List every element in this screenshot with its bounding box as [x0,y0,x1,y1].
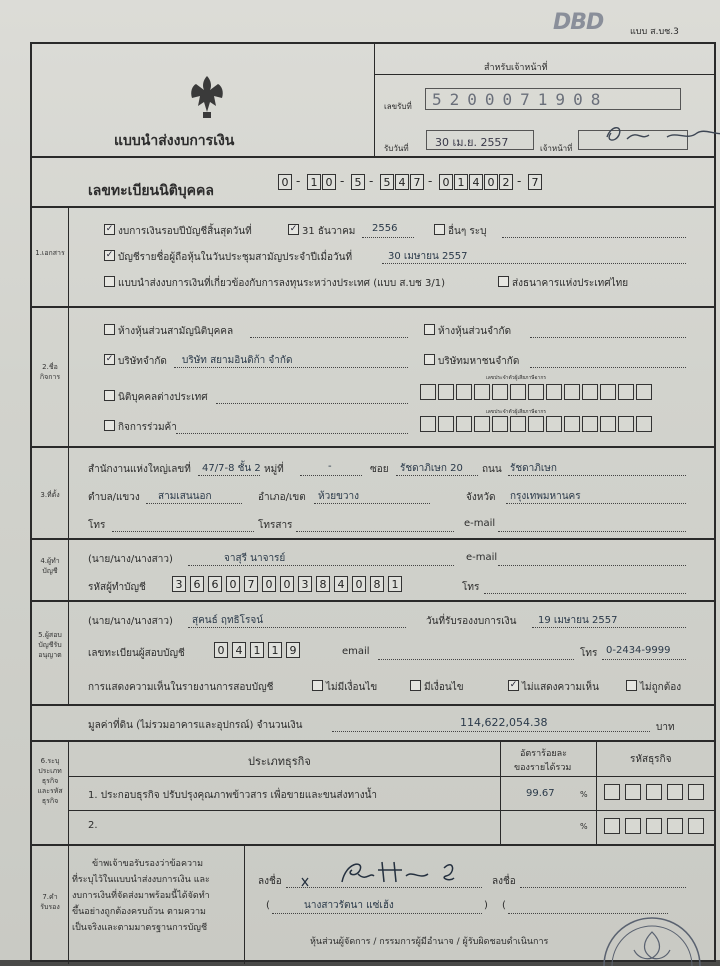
registration-digit: 1 [454,174,468,190]
section-accountant [32,556,68,576]
phone-label: โทร [88,520,106,531]
business-code-box[interactable] [667,818,683,834]
qualified-checkbox[interactable] [410,680,421,691]
reg-partnership-checkbox[interactable] [104,324,115,335]
road-value: รัชดาภิเษก [510,463,557,474]
col-business-code: รหัสธุรกิจ [630,754,672,765]
section-cert-line1: 7.คำ [42,893,58,901]
foreign-form-label: แบบนำส่งงบการเงินที่เกี่ยวข้องกับการลงทุนระหว่างประเทศ (แบบ ส.บช 3/1) [118,278,446,289]
auditor-email-label: email [342,646,370,657]
tax-id-caption-2: เลขประจำตัวผู้เสียภาษีอากร [486,409,547,415]
section-btype-line2: ประเภท [38,767,62,775]
auditor-phone: 0-2434-9999 [606,645,671,656]
accountant-id-digit: 3 [298,576,312,592]
section-auditor-line3: อนุญาต [38,651,62,659]
statement-line-2: ที่ระบุไว้ในแบบนำส่งงบการเงิน และ [72,875,210,885]
section-address: 3.ที่ตั้ง [40,491,60,499]
land-value-label: มูลค่าที่ดิน (ไม่รวมอาคารและอุปกรณ์) จำนวนเงิน [88,720,303,731]
tax-id-box[interactable] [564,384,580,400]
moo-label: หมู่ที่ [264,464,284,475]
auditor-phone-label: โทร [580,648,598,659]
tax-id-box[interactable] [438,384,454,400]
section-documents: 1.เอกสาร [35,249,65,257]
registration-digit: 5 [380,174,394,190]
cert-date-label: วันที่รับรองงบการเงิน [426,616,517,627]
registration-digit: 1 [307,174,321,190]
received-date-label: รับวันที่ [384,144,409,153]
land-value-amount: 114,622,054.38 [460,716,548,729]
ltd-partnership-checkbox[interactable] [424,324,435,335]
section-auditor-line2: บัญชีรับ [38,641,62,649]
section-auditor [32,630,68,660]
opinion-label: การแสดงความเห็นในรายงานการสอบบัญชี [88,682,274,693]
road-label: ถนน [482,464,502,475]
sign-label-1: ลงชื่อ [258,876,282,887]
fax-label: โทรสาร [258,520,293,531]
tax-id-box[interactable] [492,416,508,432]
head-office-no: 47/7-8 ชั้น 2 [202,463,261,474]
accountant-id-digit: 3 [172,576,186,592]
registration-digit: 0 [439,174,453,190]
certification-statement [72,856,242,936]
tax-id-box[interactable] [618,416,634,432]
accountant-id-digit: 7 [244,576,258,592]
shareholders-label: บัญชีรายชื่อผู้ถือหุ้นในวันประชุมสามัญประจำปีเมื่อวันที่ [118,252,353,263]
section-business-name [32,362,68,382]
registration-dash: - [369,174,374,188]
accountant-id-digit: 0 [280,576,294,592]
registration-dash: - [296,174,301,188]
garuda-emblem-icon [182,72,232,124]
business-code-box[interactable] [667,784,683,800]
btype-row2-text: 2. [88,820,98,831]
registration-digit: 0 [322,174,336,190]
auditor-reg-digit: 1 [250,642,264,658]
fs-date-prefix: 31 ธันวาคม [302,226,356,237]
fs-checkbox[interactable]: ✓ [105,224,114,234]
tax-id-box[interactable] [600,416,616,432]
accountant-id-digit: 0 [352,576,366,592]
business-code-box[interactable] [604,784,620,800]
registration-dash: - [428,174,433,188]
statement-line-4: ขึ้นอย่างถูกต้องครบถ้วน ตามความ [72,907,206,917]
fs-date-checkbox[interactable]: ✓ [289,224,298,234]
receipt-no-label: เลขรับที่ [384,102,412,111]
adverse-checkbox[interactable] [626,680,637,691]
unqualified-label: ไม่มีเงื่อนไข [326,682,378,693]
col-pct-line2: ของรายได้รวม [514,763,572,773]
accountant-id-digit: 0 [262,576,276,592]
foreign-entity-checkbox[interactable] [104,390,115,401]
btype-row2-unit: % [580,822,588,831]
officer-field [578,130,688,150]
business-code-box[interactable] [688,818,704,834]
shareholders-checkbox[interactable]: ✓ [105,250,114,260]
registration-label: เลขทะเบียนนิติบุคคล [88,183,214,199]
company-name: บริษัท สยามอินดิก้า จำกัด [182,355,293,366]
land-value-unit: บาท [656,722,675,733]
accountant-id-digit: 6 [208,576,222,592]
tax-id-box[interactable] [546,416,562,432]
joint-venture-checkbox[interactable] [104,420,115,431]
tax-id-box[interactable] [528,384,544,400]
ltd-partnership-label: ห้างหุ้นส่วนจำกัด [438,326,512,337]
accountant-phone-label: โทร [462,582,480,593]
col-pct-line1: อัตราร้อยละ [520,749,567,759]
fs-label: งบการเงินรอบปีบัญชีสิ้นสุดวันที่ [118,226,252,237]
auditor-reg-digit: 1 [268,642,282,658]
business-code-box[interactable] [646,818,662,834]
section-certification [32,892,68,912]
accountant-id-label: รหัสผู้ทำบัญชี [88,582,146,593]
section-auditor-line1: 5.ผู้สอบ [38,631,62,639]
section-business-line2: กิจการ [39,373,61,381]
tax-id-box[interactable] [564,416,580,432]
section-btype-line4: และรหัส [37,787,63,795]
accountant-id-digit: 6 [190,576,204,592]
moo-value: - [328,461,332,472]
registration-digit: 4 [469,174,483,190]
registration-digit: 0 [484,174,498,190]
company-seal-icon [592,906,712,966]
office-use-label: สำหรับเจ้าหน้าที่ [484,63,548,73]
auditor-title-label: (นาย/นาง/นางสาว) [88,616,173,627]
auditor-reg-digit: 4 [232,642,246,658]
form-title: แบบนำส่งงบการเงิน [114,133,235,149]
qualified-label: มีเงื่อนไข [424,682,464,693]
tax-id-box[interactable] [636,384,652,400]
form-code: แบบ ส.บช.3 [630,27,679,37]
registration-dash: - [517,174,522,188]
fs-year: 2556 [372,223,398,234]
accountant-email-label: e-mail [466,552,498,563]
sign-label-2: ลงชื่อ [492,876,516,887]
unqualified-checkbox[interactable] [312,680,323,691]
public-company-checkbox[interactable] [424,354,435,365]
subdistrict-label: ตำบล/แขวง [88,492,140,503]
tax-id-box[interactable] [420,384,436,400]
section-cert-line2: รับรอง [40,903,60,911]
tax-id-box[interactable] [420,416,436,432]
dbd-logo: DBD [553,10,604,35]
adverse-label: ไม่ถูกต้อง [640,682,682,693]
received-date-field [426,130,534,150]
joint-venture-label: กิจการร่วมค้า [118,422,177,433]
head-office-label: สำนักงานแห่งใหญ่เลขที่ [88,464,191,475]
registration-dash: - [340,174,345,188]
tax-id-box[interactable] [474,384,490,400]
auditor-reg-digit: 9 [286,642,300,658]
tax-id-box[interactable] [510,416,526,432]
col-business-type: ประเภทธุรกิจ [248,755,311,768]
business-code-box[interactable] [646,784,662,800]
section-btype-line1: 6.ระบุ [40,757,60,765]
section-business-type [32,756,68,806]
accountant-id-digit: 0 [226,576,240,592]
accountant-name: จาสุรี นาจารย์ [224,553,286,564]
tax-id-box[interactable] [582,384,598,400]
registration-digit: 2 [499,174,513,190]
registration-digit: 0 [278,174,292,190]
section-business-line1: 2.ชื่อ [42,363,58,371]
registration-digit: 4 [395,174,409,190]
email-label: e-mail [464,518,496,529]
foreign-entity-label: นิติบุคคลต่างประเทศ [118,392,208,403]
section-accountant-line1: 4.ผู้ทำ [40,557,60,565]
role-caption: หุ้นส่วนผู้จัดการ / กรรมการผู้มีอำนาจ / ผู้รับผิดชอบดำเนินการ [310,937,549,947]
section-accountant-line2: บัญชี [42,567,58,575]
received-date-stamp: 30 เม.ย. 2557 [435,136,509,149]
registration-digit: 5 [351,174,365,190]
auditor-reg-label: เลขทะเบียนผู้สอบบัญชี [88,648,185,659]
subdistrict-value: สามเสนนอก [158,491,212,502]
tax-id-box[interactable] [474,416,490,432]
business-code-box[interactable] [688,784,704,800]
accountant-title-label: (นาย/นาง/นางสาว) [88,554,173,565]
accountant-id-digit: 4 [334,576,348,592]
bot-label: ส่งธนาคารแห่งประเทศไทย [512,278,629,289]
business-code-box[interactable] [625,818,641,834]
public-company-label: บริษัทมหาชนจำกัด [438,356,520,367]
disclaimer-checkbox[interactable]: ✓ [509,680,518,690]
btype-row1-pct: 99.67 [526,788,555,799]
company-label: บริษัทจำกัด [118,356,167,367]
soi-label: ซอย [370,464,389,475]
btype-row1-text: 1. ประกอบธุรกิจ ปรับปรุงคุณภาพข้าวสาร เพื่อขายและขนส่งทางน้ำ [88,790,378,801]
tax-id-box[interactable] [636,416,652,432]
auditor-name: สุคนธ์ ฤทธิโรจน์ [192,615,264,626]
tax-id-box[interactable] [456,384,472,400]
accountant-id-digit: 1 [388,576,402,592]
tax-id-caption-1: เลขประจำตัวผู้เสียภาษีอากร [486,375,547,381]
tax-id-box[interactable] [546,384,562,400]
statement-line-5: เป็นจริงและตามมาตรฐานการบัญชี [72,923,208,933]
accountant-id-digit: 8 [316,576,330,592]
receipt-no-field [425,88,681,110]
reg-partnership-label: ห้างหุ้นส่วนสามัญนิติบุคคล [118,326,234,337]
tax-id-box[interactable] [492,384,508,400]
other-checkbox[interactable] [434,224,445,235]
tax-id-box[interactable] [582,416,598,432]
receipt-no-stamp: 5200071908 [432,90,609,109]
officer-signature-icon [597,119,720,149]
registration-digit: 7 [528,174,542,190]
btype-row1-unit: % [580,790,588,799]
tax-id-box[interactable] [600,384,616,400]
province-label: จังหวัด [466,492,496,503]
signature-icon [294,852,494,892]
shareholders-date: 30 เมษายน 2557 [388,251,468,262]
tax-id-box[interactable] [456,416,472,432]
other-label: อื่นๆ ระบุ [448,226,487,237]
disclaimer-label: ไม่แสดงความเห็น [522,682,599,693]
soi-value: รัชดาภิเษก 20 [400,463,463,474]
district-value: ห้วยขวาง [318,491,360,502]
form-frame: แบบนำส่งงบการเงิน สำหรับเจ้าหน้าที่ เลขรับที่ 5200071908 รับวันที่ 30 เม.ย. 2557 เจ้าหน้าที่ เลขทะเบียนนิติบุคคล 0 - 1 0 - 5 - 5 4 7 - 0 1 4 0 2 - 7 1.เอกสาร ✓ งบการเงินรอบปีบัญชีสิ้นสุดวันที่ ✓ 31 ธันวาคม 2556 อื่นๆ ระบุ ✓ บัญชีรายชื่อผู้ถือหุ้นในวันประชุมสามัญประจำปีเมื่อวันที่ 30 เมษายน 2557 แบบนำส่งงบการเงินที่เกี่ยวข้องกับการลงทุนระหว่างประเทศ (แบบ ส.บช 3/1) ส่งธนาคารแห่งประเทศไทย 2.ชื่อ กิจการ ห้างหุ้นส่วนสามัญนิติบุคคล ห้างหุ้นส่วนจำกัด ✓ บริษัทจำกัด บริษัท สยามอินดิก้า จำกัด บริษัทมหาชนจำกัด เลขประจำตัวผู้เสียภาษีอากร นิติบุคคลต่างประเทศ เลขประจำตัวผู้เสียภาษีอากร กิจการร่วมค้า 3.ที่ตั้ง สำนักงานแห่งใหญ่เลขที่ 47/7-8 ชั้น 2 หมู่ที่ - ซอย รัชดาภิเษก 20 ถนน รัชดาภิเษก ตำบล/แขวง สามเสนนอก อำเภอ/เขต ห้วยขวาง จังหวัด กรุงเทพมหานคร โทร โทรสาร e-mail 4.ผู้ทำ บัญชี (นาย/นาง/นางสาว) จาสุรี นาจารย์ e-mail รหัสผู้ทำบัญชี 3 6 6 0 7 0 0 3 8 4 0 8 1 โทร 5.ผู้สอบ บัญชีรับ อนุญาต (นาย/นาง/นางสาว) สุคนธ์ ฤทธิโรจน์ วันที่รับรองงบการเงิน 19 เมษายน 2557 เลขทะเบียนผู้สอบบัญชี 0 4 1 1 9 email โทร 0-2434-9999 การแสดงความเห็นในรายงานการสอบบัญชี ไม่มีเงื่อนไข มีเงื่อนไข ✓ ไม่แสดงความเห็น ไม่ถูกต้อง มูลค่าที่ดิน (ไม่รวมอาคารและอุปกรณ์) จำนวนเงิน 114,622,054.38 บาท 6.ระบุ ประเภท ธุรกิจ และรหัส ธุรกิจ ประเภทธุรกิจ อัตราร้อยละ ของรายได้รวม รหัสธุรกิจ 1. ประกอบธุรกิจ ปรับปรุงคุณภาพข้าวสาร เพื่อขายและขนส่งทางน้ำ 99.67 % 2. % 7.คำ รับรอง ข้าพเจ้าขอรับรองว่าข้อความ ที่ระบุไว้ในแบบนำส่งงบการเงิน และ งบการเงินที่จัดส่งมาพร้อมนี้ได้จัดทำ ขึ้นอย่างถูกต้องครบถ้วน ตามความ เป็นจริงและตามมาตรฐานการบัญชี ลงชื่อ ลงชื่อ ( นางสาวรัตนา แซ่เฮ้ง ) ( หุ้นส่วนผู้จัดการ / กรรมการผู้มีอำนาจ / ผู้รับผิดชอบดำเนินการ [30,42,716,962]
cert-date: 19 เมษายน 2557 [538,615,618,626]
company-checkbox[interactable]: ✓ [105,354,114,364]
officer-label: เจ้าหน้าที่ [540,144,573,153]
registration-digit: 7 [410,174,424,190]
province-value: กรุงเทพมหานคร [510,491,581,502]
auditor-reg-digit: 0 [214,642,228,658]
tax-id-box[interactable] [510,384,526,400]
statement-line-1: ข้าพเจ้าขอรับรองว่าข้อความ [92,859,204,869]
section-btype-line3: ธุรกิจ [41,777,59,785]
business-code-box[interactable] [625,784,641,800]
district-label: อำเภอ/เขต [258,492,306,503]
foreign-form-checkbox[interactable] [104,276,115,287]
accountant-id-digit: 8 [370,576,384,592]
section-btype-line5: ธุรกิจ [41,797,59,805]
business-code-box[interactable] [604,818,620,834]
tax-id-box[interactable] [618,384,634,400]
signer-name: นางสาวรัตนา แซ่เฮ้ง [304,900,394,911]
bot-checkbox[interactable] [498,276,509,287]
tax-id-box[interactable] [528,416,544,432]
statement-line-3: งบการเงินที่จัดส่งมาพร้อมนี้ได้จัดทำ [72,891,210,901]
tax-id-box[interactable] [438,416,454,432]
